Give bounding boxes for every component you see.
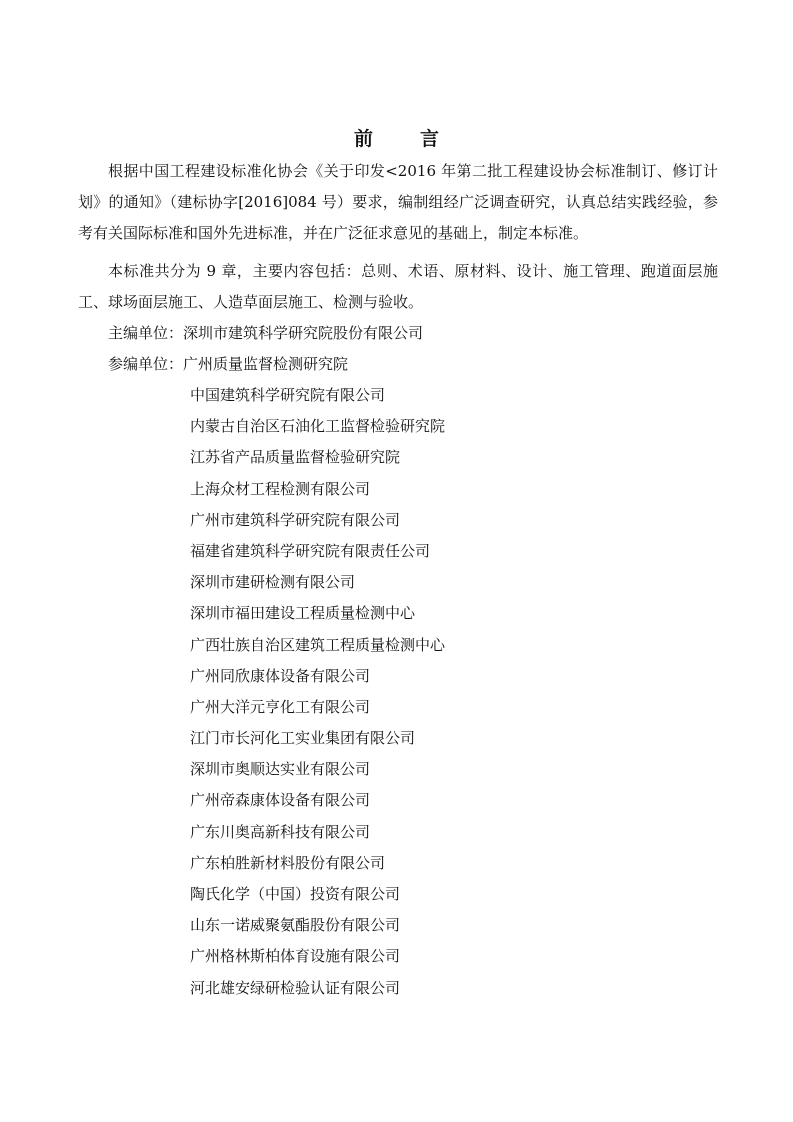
intro-paragraph-2 <box>78 256 718 318</box>
chief-unit-name: 深圳市建筑科学研究院股份有限公司 <box>183 324 424 342</box>
paragraph-text: 根据中国工程建设标准化协会《关于印发<2016 年第二批工程建设协会标准制订、修订计划》的通知》（建标协字[2016]084 号）要求，编制组经广泛调查研究，认真总结实践经验，参考有关国际标准和国外先进标准，并在广泛征求意见的基础上，制定本标准。 <box>78 162 718 242</box>
page-title: 前 言 <box>353 128 453 150</box>
list-item: 陶氏化学（中国）投资有限公司 <box>190 885 401 903</box>
list-item: 江苏省产品质量监督检验研究院 <box>190 448 401 467</box>
list-item: 福建省建筑科学研究院有限责任公司 <box>190 541 431 560</box>
list-item: 广州大洋元亨化工有限公司 <box>190 697 371 716</box>
list-item: 广州帝森康体设备有限公司 <box>190 791 371 810</box>
paragraph-text: 本标准共分为 9 章，主要内容包括：总则、术语、原材料、设计、施工管理、跑道面层施工、球场面层施工、人造草面层施工、检测与验收。 <box>78 262 718 311</box>
list-item: 上海众材工程检测有限公司 <box>190 479 371 498</box>
list-item: 广西壮族自治区建筑工程质量检测中心 <box>190 635 446 654</box>
list-item: 深圳市福田建设工程质量检测中心 <box>190 604 416 623</box>
participating-unit-list <box>190 380 445 1004</box>
intro-paragraph-1 <box>78 156 718 249</box>
participating-unit-label: 参编单位： <box>108 355 184 373</box>
list-item: 广州同欣康体设备有限公司 <box>190 666 371 685</box>
list-item: 中国建筑科学研究院有限公司 <box>190 386 386 404</box>
list-item: 广州市建筑科学研究院有限公司 <box>190 510 401 529</box>
list-item: 广东柏胜新材料股份有限公司 <box>190 853 386 872</box>
list-item: 广州格林斯柏体育设施有限公司 <box>190 947 401 966</box>
participating-unit-name: 广州质量监督检测研究院 <box>183 355 349 373</box>
list-item: 河北雄安绿研检验认证有限公司 <box>190 978 401 997</box>
list-item: 深圳市建研检测有限公司 <box>190 573 356 592</box>
chief-unit-line <box>108 318 423 349</box>
list-item: 内蒙古自治区石油化工监督检验研究院 <box>190 417 446 436</box>
chief-unit-label: 主编单位： <box>108 324 184 342</box>
list-item: 山东一诺威聚氨酯股份有限公司 <box>190 916 401 935</box>
list-item: 深圳市奥顺达实业有限公司 <box>190 760 371 779</box>
list-item: 江门市长河化工实业集团有限公司 <box>190 729 416 748</box>
participating-unit-line <box>108 349 348 380</box>
list-item: 广东川奥高新科技有限公司 <box>190 822 371 841</box>
